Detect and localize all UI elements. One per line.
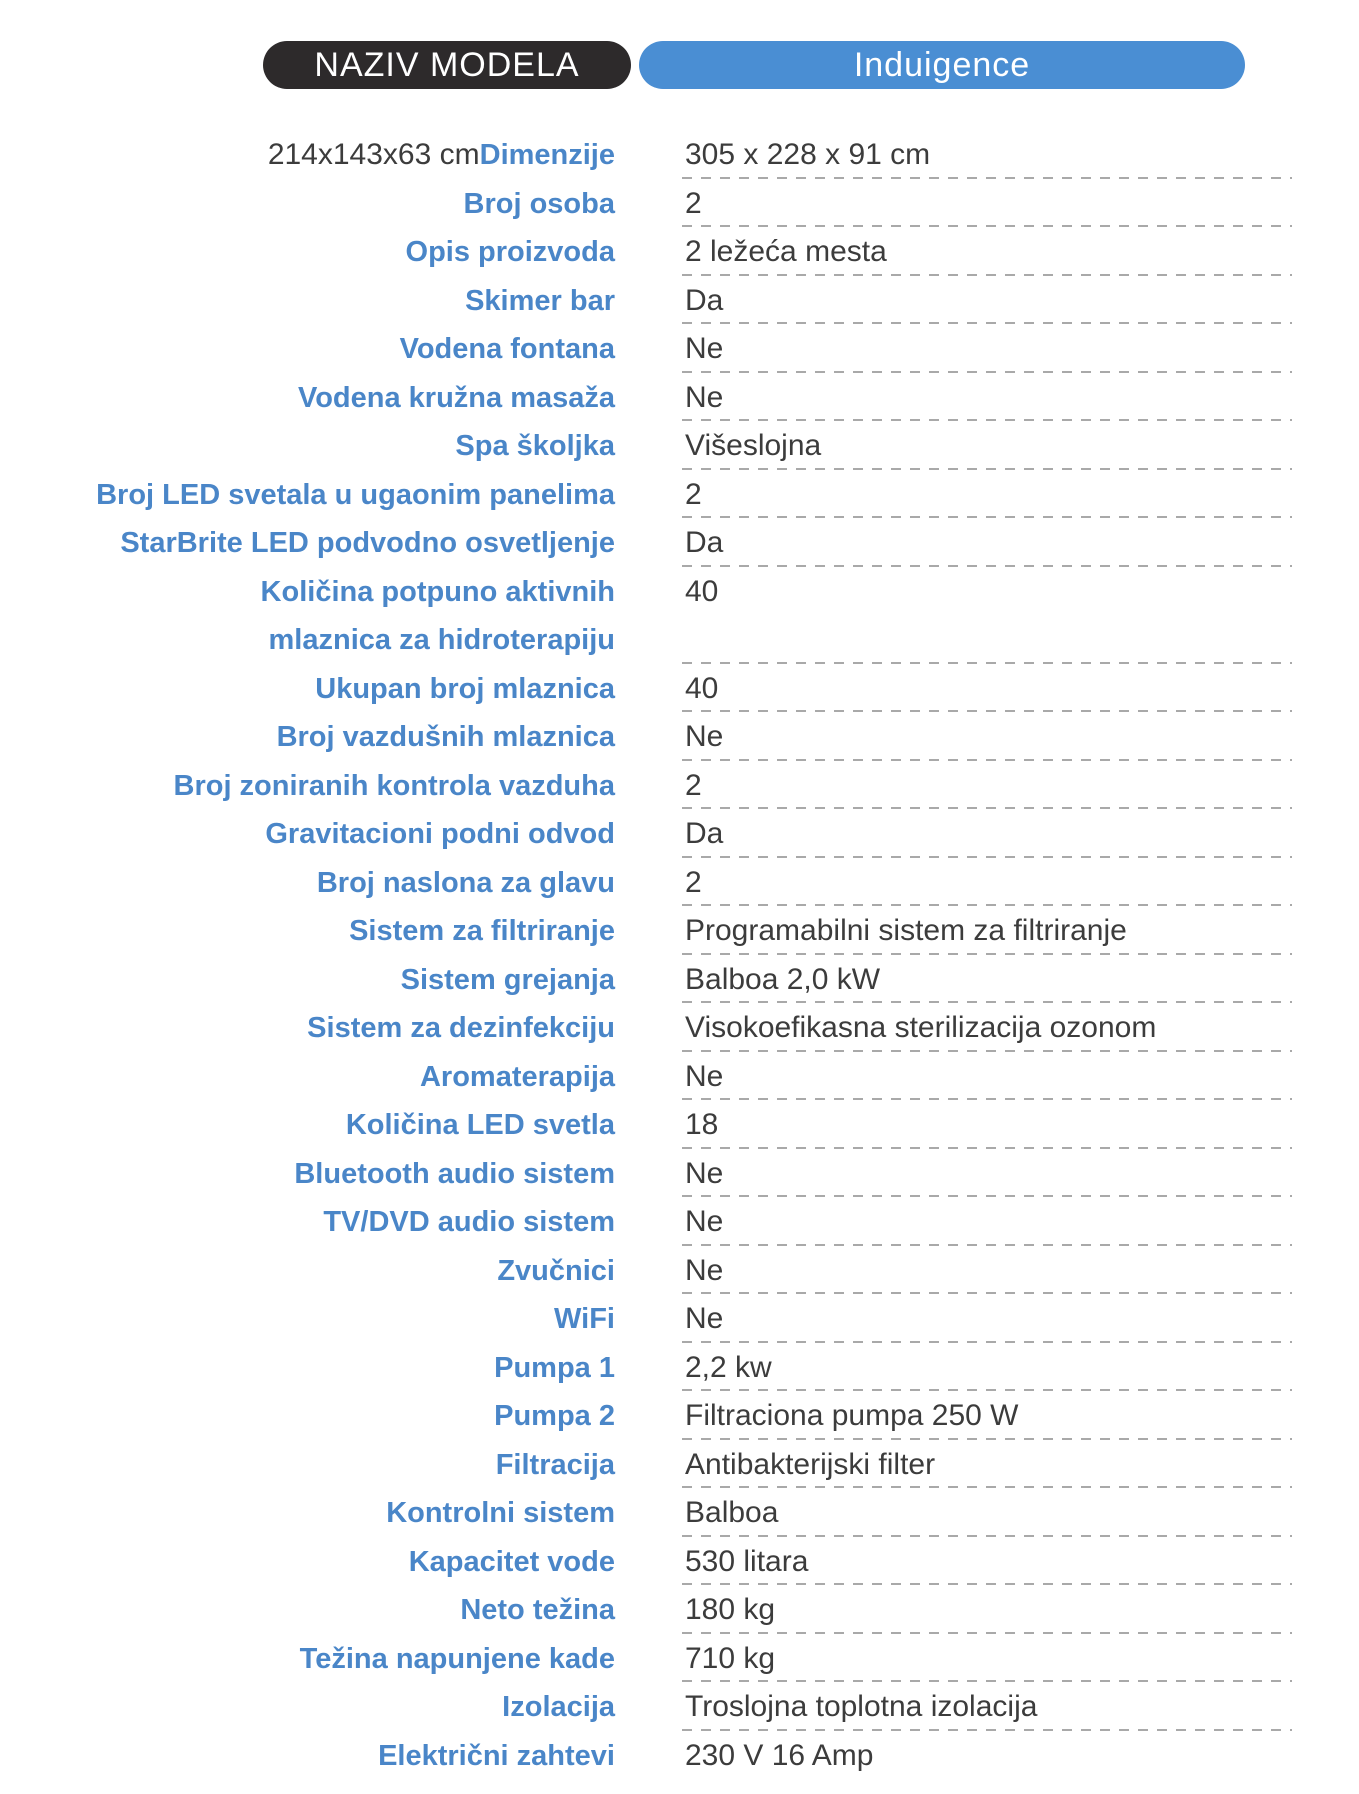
spec-value: Troslojna toplotna izolacija — [685, 1690, 1038, 1723]
spec-label-cell — [0, 325, 615, 374]
spec-value: Ne — [685, 380, 724, 414]
spec-value: 305 x 228 x 91 cm — [685, 138, 931, 171]
spec-row — [0, 1441, 1359, 1490]
spec-value-cell — [682, 277, 1292, 326]
spec-value-cell — [682, 422, 1292, 471]
spec-label-cell — [0, 810, 615, 859]
spec-label-cell — [0, 1392, 615, 1441]
spec-value-cell — [682, 1344, 1292, 1393]
spec-label: Dimenzije — [479, 139, 615, 171]
spec-value: Da — [685, 817, 724, 850]
spec-label-cell — [0, 277, 615, 326]
spec-value-cell — [682, 1004, 1292, 1053]
spec-value: Ne — [685, 1156, 724, 1190]
spec-value-cell — [682, 1101, 1292, 1150]
spec-value-cell — [682, 1392, 1292, 1441]
spec-value-cell — [682, 1586, 1292, 1635]
old-dimension-value: 214x143x63 cm — [267, 138, 480, 171]
spec-label: Bluetooth audio sistem — [294, 1157, 615, 1190]
spec-row — [0, 762, 1359, 811]
spec-label: Neto težina — [460, 1594, 615, 1626]
spec-label-cell — [0, 1586, 615, 1635]
spec-value-cell — [682, 131, 1292, 180]
spec-label: Količina LED svetla — [345, 1109, 615, 1141]
spec-label: Pumpa 1 — [494, 1351, 615, 1384]
spec-label: Težina napunjene kade — [299, 1642, 615, 1675]
spec-label: Izolacija — [502, 1691, 615, 1723]
spec-row — [0, 471, 1359, 520]
spec-value: 2 — [685, 865, 702, 899]
spec-label-cell — [0, 374, 615, 423]
spec-row — [0, 1053, 1359, 1102]
spec-value: Filtraciona pumpa 250 W — [685, 1399, 1019, 1432]
spec-label-cell — [0, 1053, 615, 1102]
spec-row — [0, 1295, 1359, 1344]
spec-value-cell — [682, 1295, 1292, 1344]
model-name-header-pill — [263, 41, 631, 89]
spec-label-cell — [0, 1683, 615, 1732]
spec-row — [0, 568, 1359, 665]
spec-label-cell — [0, 131, 615, 180]
model-name-header-label: NAZIV MODELA — [314, 45, 580, 84]
spec-label-cell — [0, 713, 615, 762]
spec-label-cell — [0, 956, 615, 1005]
spec-value-cell — [682, 1441, 1292, 1490]
spec-value-cell — [682, 1538, 1292, 1587]
spec-row — [0, 277, 1359, 326]
spec-value: Višeslojna — [685, 429, 822, 462]
spec-label-cell — [0, 422, 615, 471]
spec-value: Balboa — [685, 1496, 779, 1529]
spec-label: Sistem grejanja — [400, 963, 615, 996]
spec-label-cell — [0, 1635, 615, 1684]
spec-value: 2 — [685, 477, 702, 511]
spec-label-cell — [0, 762, 615, 811]
spec-label-cell — [0, 1295, 615, 1344]
spec-value: Ne — [685, 720, 724, 753]
spec-label: StarBrite LED podvodno osvetljenje — [120, 527, 615, 559]
spec-label: Spa školjka — [455, 430, 615, 462]
spec-label: Vodena fontana — [399, 333, 615, 365]
spec-value: Ne — [685, 1205, 724, 1238]
spec-row — [0, 1150, 1359, 1199]
spec-label: Broj LED svetala u ugaonim panelima — [96, 478, 615, 511]
spec-value: 530 litara — [685, 1544, 809, 1578]
spec-row — [0, 907, 1359, 956]
spec-value-cell — [682, 325, 1292, 374]
spec-value-cell — [682, 1635, 1292, 1684]
spec-value: 180 kg — [685, 1593, 776, 1626]
spec-row — [0, 374, 1359, 423]
spec-row — [0, 1198, 1359, 1247]
spec-label: Broj osoba — [463, 187, 615, 220]
spec-label-cell — [0, 471, 615, 520]
spec-table — [0, 131, 1359, 1780]
spec-row — [0, 1489, 1359, 1538]
spec-value: Programabilni sistem za filtriranje — [685, 914, 1127, 947]
spec-value: 2,2 kw — [685, 1350, 772, 1384]
spec-value-cell — [682, 1683, 1292, 1732]
spec-value-cell — [682, 956, 1292, 1005]
spec-value: Ne — [685, 1253, 724, 1287]
spec-value: Ne — [685, 332, 724, 365]
spec-value-cell — [682, 810, 1292, 859]
spec-label-cell — [0, 1344, 615, 1393]
spec-value: Balboa 2,0 kW — [685, 962, 881, 996]
spec-label: Broj vazdušnih mlaznica — [276, 721, 615, 753]
spec-value-cell — [682, 907, 1292, 956]
spec-value: Da — [685, 526, 724, 559]
spec-value-cell — [682, 859, 1292, 908]
spec-label-cell — [0, 1004, 615, 1053]
spec-row — [0, 1344, 1359, 1393]
spec-label: Kontrolni sistem — [386, 1497, 615, 1529]
spec-label-cell — [0, 1489, 615, 1538]
spec-label: Opis proizvoda — [405, 236, 615, 268]
spec-value: Da — [685, 283, 724, 317]
spec-value-cell — [682, 1198, 1292, 1247]
spec-row — [0, 325, 1359, 374]
spec-row — [0, 1732, 1359, 1781]
spec-label: Sistem za dezinfekciju — [307, 1012, 615, 1044]
spec-value-cell — [682, 519, 1292, 568]
spec-label-cell — [0, 1150, 615, 1199]
spec-label: WiFi — [554, 1303, 615, 1335]
spec-label: Broj zoniranih kontrola vazduha — [173, 769, 615, 802]
spec-value-cell — [682, 1489, 1292, 1538]
spec-row — [0, 1586, 1359, 1635]
spec-label: TV/DVD audio sistem — [323, 1206, 615, 1238]
spec-row — [0, 859, 1359, 908]
spec-value-cell — [682, 1732, 1292, 1781]
spec-sheet-header — [0, 41, 1359, 89]
spec-value-cell — [682, 180, 1292, 229]
spec-value-cell — [682, 1053, 1292, 1102]
spec-label: Električni zahtevi — [378, 1739, 615, 1772]
spec-label: Skimer bar — [465, 284, 615, 317]
spec-label: Kapacitet vode — [408, 1545, 615, 1578]
spec-label-cell — [0, 859, 615, 908]
spec-label: Aromaterapija — [419, 1060, 615, 1093]
spec-value-cell — [682, 1150, 1292, 1199]
spec-label-cell — [0, 665, 615, 714]
spec-value: Visokoefikasna sterilizacija ozonom — [685, 1011, 1157, 1044]
spec-row — [0, 1247, 1359, 1296]
spec-value: 710 kg — [685, 1641, 776, 1675]
spec-value-cell — [682, 228, 1292, 277]
spec-value: Ne — [685, 1302, 724, 1335]
spec-row — [0, 1392, 1359, 1441]
spec-row — [0, 1004, 1359, 1053]
spec-label: Pumpa 2 — [494, 1400, 615, 1432]
spec-value-cell — [682, 713, 1292, 762]
spec-row — [0, 1101, 1359, 1150]
spec-label: Broj naslona za glavu — [316, 866, 615, 899]
spec-label-cell — [0, 1732, 615, 1781]
spec-row — [0, 810, 1359, 859]
spec-label-cell — [0, 907, 615, 956]
spec-row — [0, 131, 1359, 180]
model-value-header-pill — [639, 41, 1245, 89]
spec-label-cell — [0, 1247, 615, 1296]
spec-label: Gravitacioni podni odvod — [265, 818, 615, 850]
spec-value-cell — [682, 374, 1292, 423]
spec-label-cell — [0, 228, 615, 277]
spec-value: 2 — [685, 768, 702, 802]
spec-row — [0, 519, 1359, 568]
spec-row — [0, 1538, 1359, 1587]
spec-label-cell — [0, 1538, 615, 1587]
spec-value: 230 V 16 Amp — [685, 1738, 874, 1772]
spec-value: 18 — [685, 1108, 719, 1141]
spec-row — [0, 228, 1359, 277]
spec-value: 40 — [685, 671, 719, 705]
spec-label: Količina potpuno aktivnih — [260, 575, 615, 608]
spec-row — [0, 665, 1359, 714]
model-name-value: Induigence — [853, 45, 1031, 84]
spec-value-cell — [682, 762, 1292, 811]
spec-value: 2 — [685, 186, 702, 220]
spec-row — [0, 956, 1359, 1005]
spec-label-cell — [0, 519, 615, 568]
spec-row — [0, 1635, 1359, 1684]
spec-value-cell — [682, 1247, 1292, 1296]
spec-row — [0, 1683, 1359, 1732]
spec-label-cell — [0, 1441, 615, 1490]
spec-label-cell — [0, 1198, 615, 1247]
spec-value: Antibakterijski filter — [685, 1447, 936, 1481]
spec-label: Zvučnici — [497, 1254, 615, 1287]
spec-label-line2: mlaznica za hidroterapiju — [268, 624, 615, 656]
spec-value-cell — [682, 665, 1292, 714]
spec-label: Sistem za filtriranje — [349, 915, 615, 947]
spec-value: 2 ležeća mesta — [685, 235, 887, 268]
spec-label: Ukupan broj mlaznica — [315, 672, 615, 705]
spec-value-cell — [682, 568, 1292, 665]
spec-row — [0, 422, 1359, 471]
spec-label: Vodena kružna masaža — [298, 381, 615, 414]
spec-row — [0, 180, 1359, 229]
spec-row — [0, 713, 1359, 762]
spec-label-cell — [0, 568, 615, 665]
spec-value-cell — [682, 471, 1292, 520]
spec-label: Filtracija — [495, 1448, 615, 1481]
spec-value: Ne — [685, 1059, 724, 1093]
spec-label-cell — [0, 180, 615, 229]
spec-label-cell — [0, 1101, 615, 1150]
spec-value: 40 — [685, 574, 719, 608]
